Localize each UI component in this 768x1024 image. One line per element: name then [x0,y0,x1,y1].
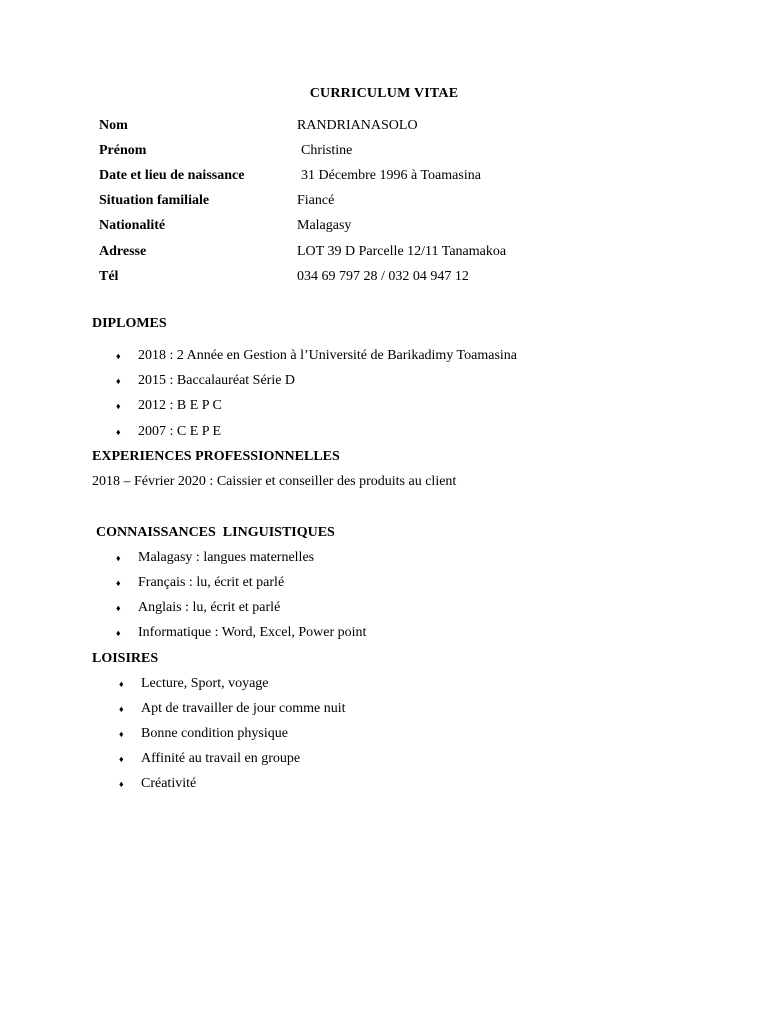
info-value: Christine [301,143,353,158]
experience-line: 2018 – Février 2020 : Caissier et conseiller des produits au client [92,474,457,489]
info-label: Date et lieu de naissance [99,168,245,183]
diamond-bullet-icon: ♦ [116,553,121,563]
info-label: Adresse [99,244,147,259]
list-item-text: 2015 : Baccalauréat Série D [138,373,296,388]
info-row-nationalite [0,218,768,236]
list-item-text: Créativité [141,776,197,791]
diamond-bullet-icon: ♦ [119,679,124,689]
diamond-bullet-icon: ♦ [119,729,124,739]
info-row-situation [0,193,768,211]
info-value: LOT 39 D Parcelle 12/11 Tanamakoa [297,244,507,259]
list-item-text: 2018 : 2 Année en Gestion à l’Université de Barikadimy Toamasina [138,348,518,363]
list-item-text: Affinité au travail en groupe [141,751,301,766]
info-label: Tél [99,269,119,284]
info-row-prenom [0,143,768,161]
info-label: Situation familiale [99,193,210,208]
info-label: Prénom [99,143,147,158]
document-title: CURRICULUM VITAE [309,86,459,101]
section-heading-loisirs: LOISIRES [92,651,159,666]
info-row-naissance [0,168,768,186]
diamond-bullet-icon: ♦ [116,628,121,638]
info-row-adresse [0,244,768,262]
info-value: Malagasy [297,218,352,233]
diamond-bullet-icon: ♦ [116,427,121,437]
diamond-bullet-icon: ♦ [119,704,124,714]
diamond-bullet-icon: ♦ [116,401,121,411]
info-value: RANDRIANASOLO [297,118,418,133]
list-item-text: Lecture, Sport, voyage [141,676,269,691]
diamond-bullet-icon: ♦ [119,779,124,789]
info-value: Fiancé [297,193,335,208]
list-item-text: Apt de travailler de jour comme nuit [141,701,346,716]
info-label: Nationalité [99,218,166,233]
section-heading-experiences: EXPERIENCES PROFESSIONNELLES [92,449,340,464]
diamond-bullet-icon: ♦ [119,754,124,764]
list-item-text: Bonne condition physique [141,726,288,741]
section-heading-diplomes: DIPLOMES [92,316,167,331]
info-value: 31 Décembre 1996 à Toamasina [301,168,481,183]
diamond-bullet-icon: ♦ [116,376,121,386]
list-item-text: Informatique : Word, Excel, Power point [138,625,367,640]
list-item-text: 2007 : C E P E [138,424,222,439]
list-item-text: Français : lu, écrit et parlé [138,575,285,590]
list-item-text: Malagasy : langues maternelles [138,550,315,565]
diamond-bullet-icon: ♦ [116,351,121,361]
list-item-text: 2012 : B E P C [138,398,222,413]
info-row-tel [0,269,768,287]
diamond-bullet-icon: ♦ [116,578,121,588]
section-heading-langues: CONNAISSANCES LINGUISTIQUES [96,525,335,540]
info-row-nom [0,118,768,136]
diamond-bullet-icon: ♦ [116,603,121,613]
info-value: 034 69 797 28 / 032 04 947 12 [297,269,469,284]
info-label: Nom [99,118,128,133]
list-item-text: Anglais : lu, écrit et parlé [138,600,281,615]
